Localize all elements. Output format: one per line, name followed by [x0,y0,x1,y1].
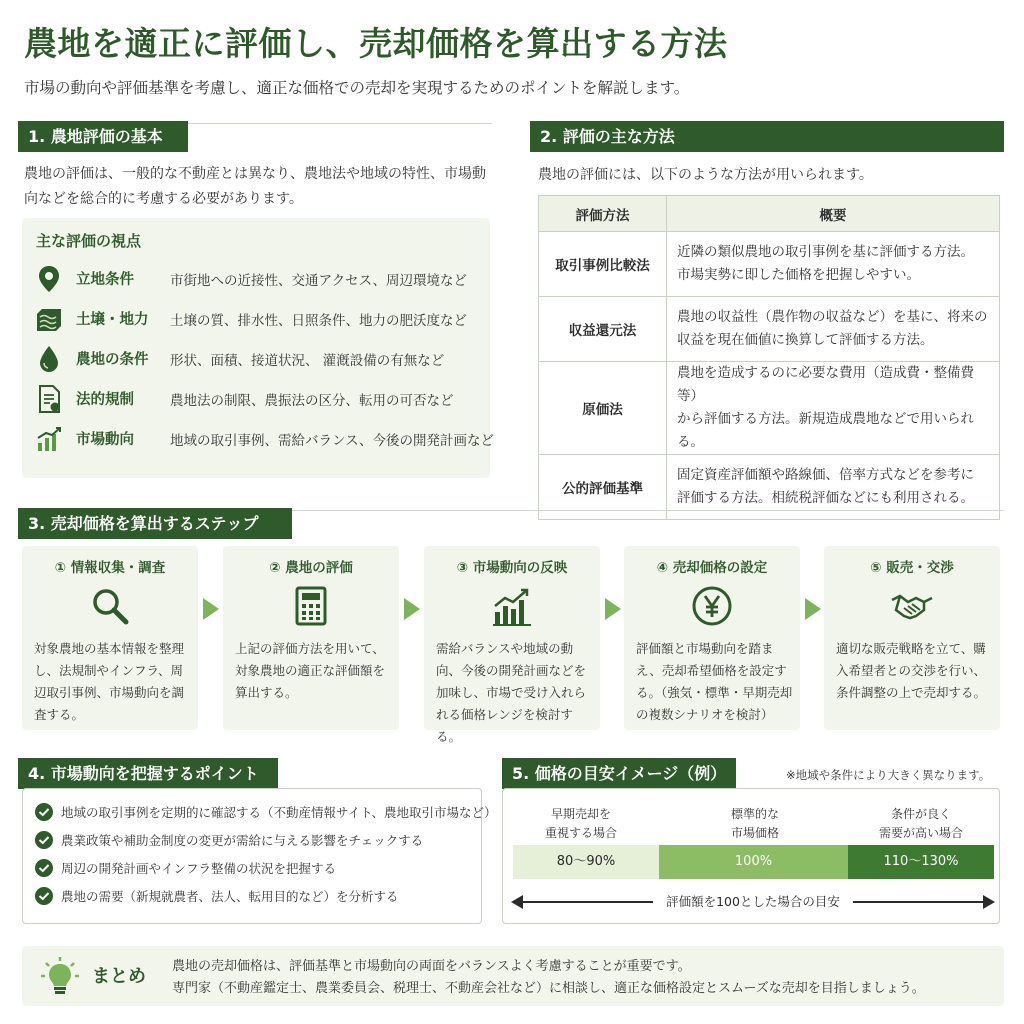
check-icon [35,831,53,849]
price-label-standard: 標準的な 市場価格 [730,807,779,840]
step-desc: 上記の評価方法を用いて、対象農地の適正な評価額を算出する。 [235,641,386,700]
section2-intro: 農地の評価には、以下のような方法が用いられます。 [538,167,873,183]
section5-heading: 5. 価格の目安イメージ（例） [502,758,736,789]
lightbulb-icon [38,954,82,998]
section1-intro: 農地の評価は、一般的な不動産とは異なり、農地法や地域の特性、市場動向などを総合的に考慮する必要があります。 [24,166,486,207]
viewpoint-box-title: 主な評価の視点 [36,232,142,250]
market-points-box [22,788,497,924]
section4-heading: 4. 市場動向を把握するポイント [18,758,278,789]
list-item [35,829,481,851]
summary-text: 農地の売却価格は、評価基準と市場動向の両面をバランスよく考慮することが重要です。 専門家（不動産鑑定士、農業委員会、税理士、不動産会社など）に相談し、適正な価格設定とスムーズな売却を目指しましょう。 [172,959,925,996]
trend-chart-icon [490,584,534,628]
point-text: 地域の取引事例を定期的に確認する（不動産情報サイト、農地取引市場など） [61,805,497,820]
step-card [22,546,198,730]
point-text: 農業政策や補助金制度の変更が需給に与える影響をチェックする [61,833,424,848]
method-desc: 農地の収益性（農作物の収益など）を基に、将来の 収益を現在価値に換算して評価する方法。 [667,297,1000,362]
method-name: 公的評価基準 [539,455,667,520]
point-text: 農地の需要（新規就農者、法人、転用目的など）を分析する [61,889,399,904]
summary-box [22,946,1004,1006]
price-bar-standard: 100% [659,845,848,879]
price-label-early: 早期売却を 重視する場合 [544,807,617,840]
table-row [539,362,1000,455]
section3-heading: 3. 売却価格を算出するステップ [18,508,292,539]
point-text: 周辺の開発計画やインフラ整備の状況を把握する [61,861,337,876]
step-card [424,546,600,744]
step-arrow [404,598,420,620]
step-title: ④ 売却価格の設定 [656,560,768,576]
step-desc: 適切な販売戦略を立て、購入希望者との交渉を行い、条件調整の上で売却する。 [836,641,987,700]
viewpoint-desc: 土壌の質、排水性、日照条件、地力の肥沃度など [170,313,467,329]
section2-heading: 2. 評価の主な方法 [530,121,1004,152]
viewpoint-item [32,262,488,294]
viewpoint-desc: 地域の取引事例、需給バランス、今後の開発計画など [170,433,494,449]
step-title: ① 情報収集・調査 [54,560,166,576]
viewpoint-item [32,422,494,454]
step-desc: 対象農地の基本情報を整理し、法規制やインフラ、周辺取引事例、市場動向を調査する。 [34,641,185,722]
viewpoint-item [32,342,488,374]
table-header-row [539,196,1000,232]
soil-icon [34,304,64,334]
list-item [35,801,497,823]
check-icon [35,887,53,905]
magnifier-icon [88,584,132,628]
viewpoint-item [32,302,488,334]
table-row [539,232,1000,297]
calculator-icon [289,584,333,628]
method-name: 原価法 [539,362,667,455]
summary-label: まとめ [92,966,146,987]
viewpoint-label: 農地の条件 [76,352,149,368]
step-desc: 需給バランスや地域の動向、今後の開発計画などを加味し、市場で受け入れられる価格レンジを検討する。 [436,641,587,744]
col-method-header: 評価方法 [539,196,667,232]
step-desc: 評価額と市場動向を踏まえ、売却希望価格を設定する。（強気・標準・早期売却の複数シナリオを検討） [636,641,793,722]
viewpoint-label: 土壌・地力 [76,312,149,328]
step-card [223,546,399,730]
arrow-left-icon [511,895,523,909]
method-desc: 近隣の類似農地の取引事例を基に評価する方法。 市場実勢に即した価格を把握しやすい。 [667,232,1000,297]
step-arrow [805,598,821,620]
page-subtitle: 市場の動向や評価基準を考慮し、適正な価格での売却を実現するためのポイントを解説します。 [24,79,690,97]
check-icon [35,859,53,877]
water-drop-icon [34,344,64,374]
step-title: ③ 市場動向の反映 [456,560,568,576]
price-guide-box [502,788,1000,924]
viewpoint-desc: 形状、面積、接道状況、 灌漑設備の有無など [170,353,445,369]
step-title: ② 農地の評価 [269,560,353,576]
handshake-icon [890,584,934,628]
section1-divider [188,123,492,124]
step-card [624,546,800,730]
document-icon [34,384,64,414]
viewpoint-box [22,218,494,478]
check-icon [35,803,53,821]
section5-note: ※地域や条件により大きく異なります。 [786,768,991,782]
viewpoint-label: 市場動向 [76,432,134,448]
price-bar-early: 80〜90% [513,845,659,879]
viewpoint-desc: 市街地への近接性、交通アクセス、周辺環境など [170,273,467,289]
list-item [35,857,481,879]
page-title: 農地を適正に評価し、売却価格を算出する方法 [24,24,728,63]
bar-chart-icon [34,424,64,454]
yen-coin-icon [690,584,734,628]
step-arrow [203,598,219,620]
step-card [824,546,1000,730]
step-title: ⑤ 販売・交渉 [870,560,954,576]
viewpoint-item [32,382,488,414]
col-summary-header: 概要 [667,196,1000,232]
method-desc: 農地を造成するのに必要な費用（造成費・整備費等） から評価する方法。新規造成農地などで用いられる。 [667,362,1000,455]
table-row [539,297,1000,362]
section1-heading: 1. 農地評価の基本 [18,121,188,152]
arrow-right-icon [983,895,995,909]
viewpoint-desc: 農地法の制限、農振法の区分、転用の可否など [170,393,454,409]
location-pin-icon [34,264,64,294]
method-name: 収益還元法 [539,297,667,362]
viewpoint-label: 法的規制 [76,392,134,408]
list-item [35,885,481,907]
section3-divider [292,510,1004,511]
viewpoint-label: 立地条件 [76,272,134,288]
methods-table [538,195,1000,520]
scale-axis-label: 評価額を100とした場合の目安 [653,892,853,910]
price-label-high: 条件が良く 需要が高い場合 [878,807,963,840]
method-name: 取引事例比較法 [539,232,667,297]
method-desc: 固定資産評価額や路線価、倍率方式などを参考に 評価する方法。相続税評価などにも利用される。 [667,455,1000,520]
price-bar-high: 110〜130% [848,845,994,879]
step-arrow [605,598,621,620]
